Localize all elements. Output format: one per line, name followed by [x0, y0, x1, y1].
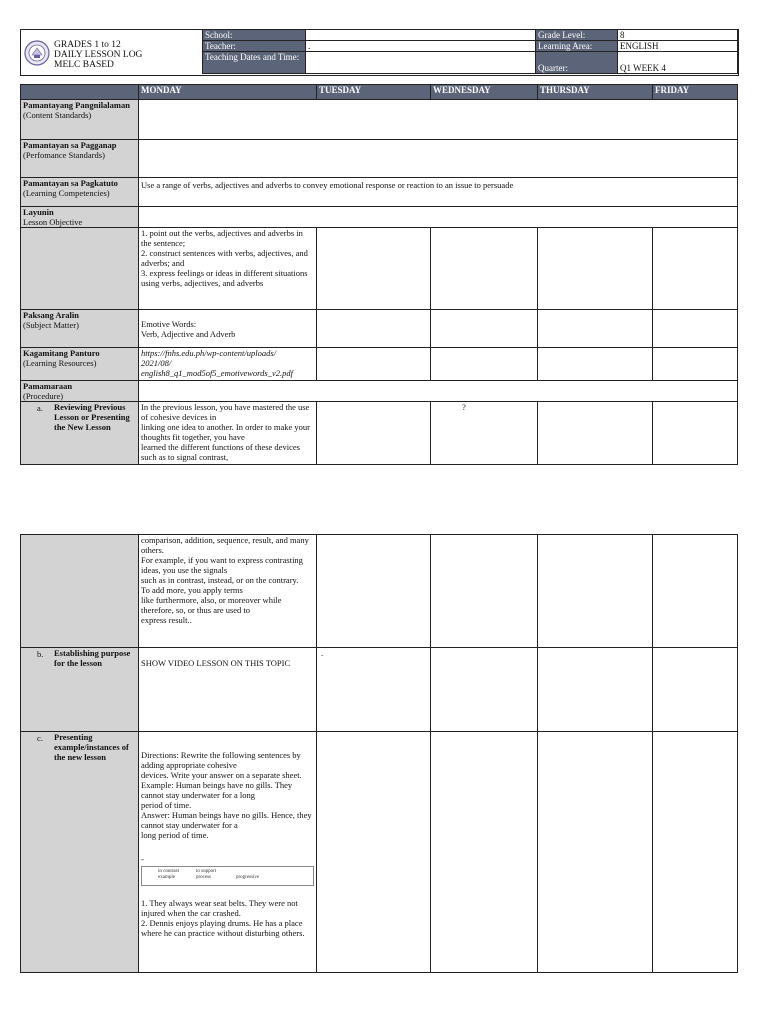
objective-friday	[653, 228, 738, 310]
grade-label: Grade Level:	[536, 30, 618, 41]
proc-a-letter: a.	[37, 403, 43, 413]
performance-standards-label: Pamantayan sa Pagganap (Perfomance Standards)	[21, 140, 139, 178]
proc-c-text: Presenting example/instances of the new lesson	[54, 732, 129, 762]
title-line-3: MELC BASED	[54, 60, 114, 70]
corner-cell	[21, 85, 139, 100]
proc-c-wednesday	[431, 732, 538, 973]
header-info-table	[202, 29, 738, 74]
proc-a-text: Reviewing Previous Lesson or Presenting the New Lesson	[54, 402, 130, 432]
day-wednesday: WEDNESDAY	[431, 85, 538, 100]
continuation-friday	[653, 535, 738, 648]
objective-tuesday	[317, 228, 431, 310]
dates-value	[306, 52, 536, 74]
proc-a-label	[21, 402, 139, 465]
video-lesson-text: SHOW VIDEO LESSON ON THIS TOPIC	[141, 658, 291, 668]
proc-b-monday	[139, 648, 317, 732]
dates-label: Teaching Dates and Time:	[203, 52, 306, 74]
day-thursday: THURSDAY	[538, 85, 653, 100]
school-value	[306, 30, 536, 41]
grade-value: 8	[618, 30, 738, 41]
box-word-2: to support	[196, 869, 217, 874]
teacher-value: .	[306, 41, 536, 52]
continuation-label	[21, 535, 139, 648]
competencies-label: Pamantayan sa Pagkatuto (Learning Competencies)	[21, 178, 139, 207]
subject-wednesday	[431, 310, 538, 348]
exercise-items: 1. They always wear seat belts. They were not injured when the car crashed. 2. Dennis enjoys playing drums. He has a place where he can practice without disturbing others.	[141, 898, 305, 938]
proc-c-label	[21, 732, 139, 973]
resources-friday	[653, 348, 738, 381]
subject-friday	[653, 310, 738, 348]
box-word-1: in contrast	[158, 869, 179, 874]
proc-b-text: Establishing purpose for the lesson	[54, 648, 131, 668]
proc-c-letter: c.	[37, 733, 43, 743]
proc-a-wednesday	[431, 402, 538, 465]
dash-mark: -	[141, 854, 144, 864]
proc-c-friday	[653, 732, 738, 973]
title-line-1: GRADES 1 to 12	[54, 40, 121, 50]
proc-b-letter: b.	[37, 649, 44, 659]
proc-b-label	[21, 648, 139, 732]
resources-thursday	[538, 348, 653, 381]
resources-label: Kagamitang Panturo (Learning Resources)	[21, 348, 139, 381]
objective-label: Layunin Lesson Objective	[21, 207, 139, 228]
subject-tuesday	[317, 310, 431, 348]
objective-monday: 1. point out the verbs, adjectives and adverbs in the sentence; 2. construct sentences with verbs, adjectives, and adverbs; and 3. express feelings or ideas in different situations using verbs, adjectives, and adverbs	[139, 228, 317, 310]
tuesday-mark: .	[321, 648, 324, 658]
wednesday-mark: ?	[462, 402, 466, 412]
proc-a-friday	[653, 402, 738, 465]
proc-b-friday	[653, 648, 738, 732]
proc-c-tuesday	[317, 732, 431, 973]
quarter-value: Q1 WEEK 4	[618, 52, 738, 74]
box-word-5: progressive	[236, 875, 260, 880]
school-label: School:	[203, 30, 306, 41]
procedure-label: Pamamaraan (Procedure)	[21, 381, 139, 402]
day-tuesday: TUESDAY	[317, 85, 431, 100]
proc-a-monday: In the previous lesson, you have mastered the use of cohesive devices in linking one idea to another. In order to make your thoughts fit together, you have learned the different functions of these devices such as to signal contrast,	[139, 402, 317, 465]
box-word-4: process	[196, 875, 211, 880]
competencies-value: Use a range of verbs, adjectives and adverbs to convey emotional response or reaction to an issue to persuade	[139, 178, 738, 207]
resources-monday[interactable]: https://fnhs.edu.ph/wp-content/uploads/ 2021/08/ english8_q1_mod5of5_emotivewords_v2.pdf	[139, 348, 317, 381]
dll-title	[54, 40, 142, 70]
performance-standards-value	[139, 140, 738, 178]
area-value: ENGLISH	[618, 41, 738, 52]
cohesive-device-box	[141, 866, 314, 886]
title-line-2: DAILY LESSON LOG	[54, 50, 143, 60]
continuation-thursday	[538, 535, 653, 648]
subject-thursday	[538, 310, 653, 348]
teacher-label: Teacher:	[203, 41, 306, 52]
area-label: Learning Area:	[536, 41, 618, 52]
continuation-monday: comparison, addition, sequence, result, and many others. For example, if you want to express contrasting ideas, you use the signals such as in contrast, instead, or on the contrary. To add more, you apply terms like furthermore, also, or moreover while therefore, so, or thus are used to express result..	[139, 535, 317, 648]
proc-b-thursday	[538, 648, 653, 732]
objective-top-cell	[139, 207, 738, 228]
resources-wednesday	[431, 348, 538, 381]
subject-monday: Emotive Words: Verb, Adjective and Adverb	[139, 310, 317, 348]
resources-tuesday	[317, 348, 431, 381]
directions-text: Directions: Rewrite the following sentences by adding appropriate cohesive devices. Write your answer on a separate sheet. Example: Human beings have no gills. They cannot stay underwater for a long period of time. Answer: Human beings have no gills. Hence, they cannot stay underwater for a long period of time.	[141, 750, 312, 840]
proc-b-tuesday	[317, 648, 431, 732]
procedure-top-cell	[139, 381, 738, 402]
continuation-wednesday	[431, 535, 538, 648]
quarter-label: Quarter:	[536, 52, 618, 74]
lesson-log-table	[20, 84, 738, 465]
objective-wednesday	[431, 228, 538, 310]
proc-a-thursday	[538, 402, 653, 465]
proc-c-thursday	[538, 732, 653, 973]
proc-b-wednesday	[431, 648, 538, 732]
subject-label: Paksang Aralin (Subject Matter)	[21, 310, 139, 348]
deped-seal-icon	[24, 40, 50, 66]
proc-c-monday	[139, 732, 317, 973]
objective-spacer	[21, 228, 139, 310]
objective-thursday	[538, 228, 653, 310]
proc-a-tuesday	[317, 402, 431, 465]
day-monday: MONDAY	[139, 85, 317, 100]
lesson-log-table-page2	[20, 534, 738, 973]
content-standards-value	[139, 100, 738, 140]
continuation-tuesday	[317, 535, 431, 648]
day-friday: FRIDAY	[653, 85, 738, 100]
box-word-3: example	[158, 875, 175, 880]
content-standards-label: Pamantayang Pangnilalaman (Content Standards)	[21, 100, 139, 140]
